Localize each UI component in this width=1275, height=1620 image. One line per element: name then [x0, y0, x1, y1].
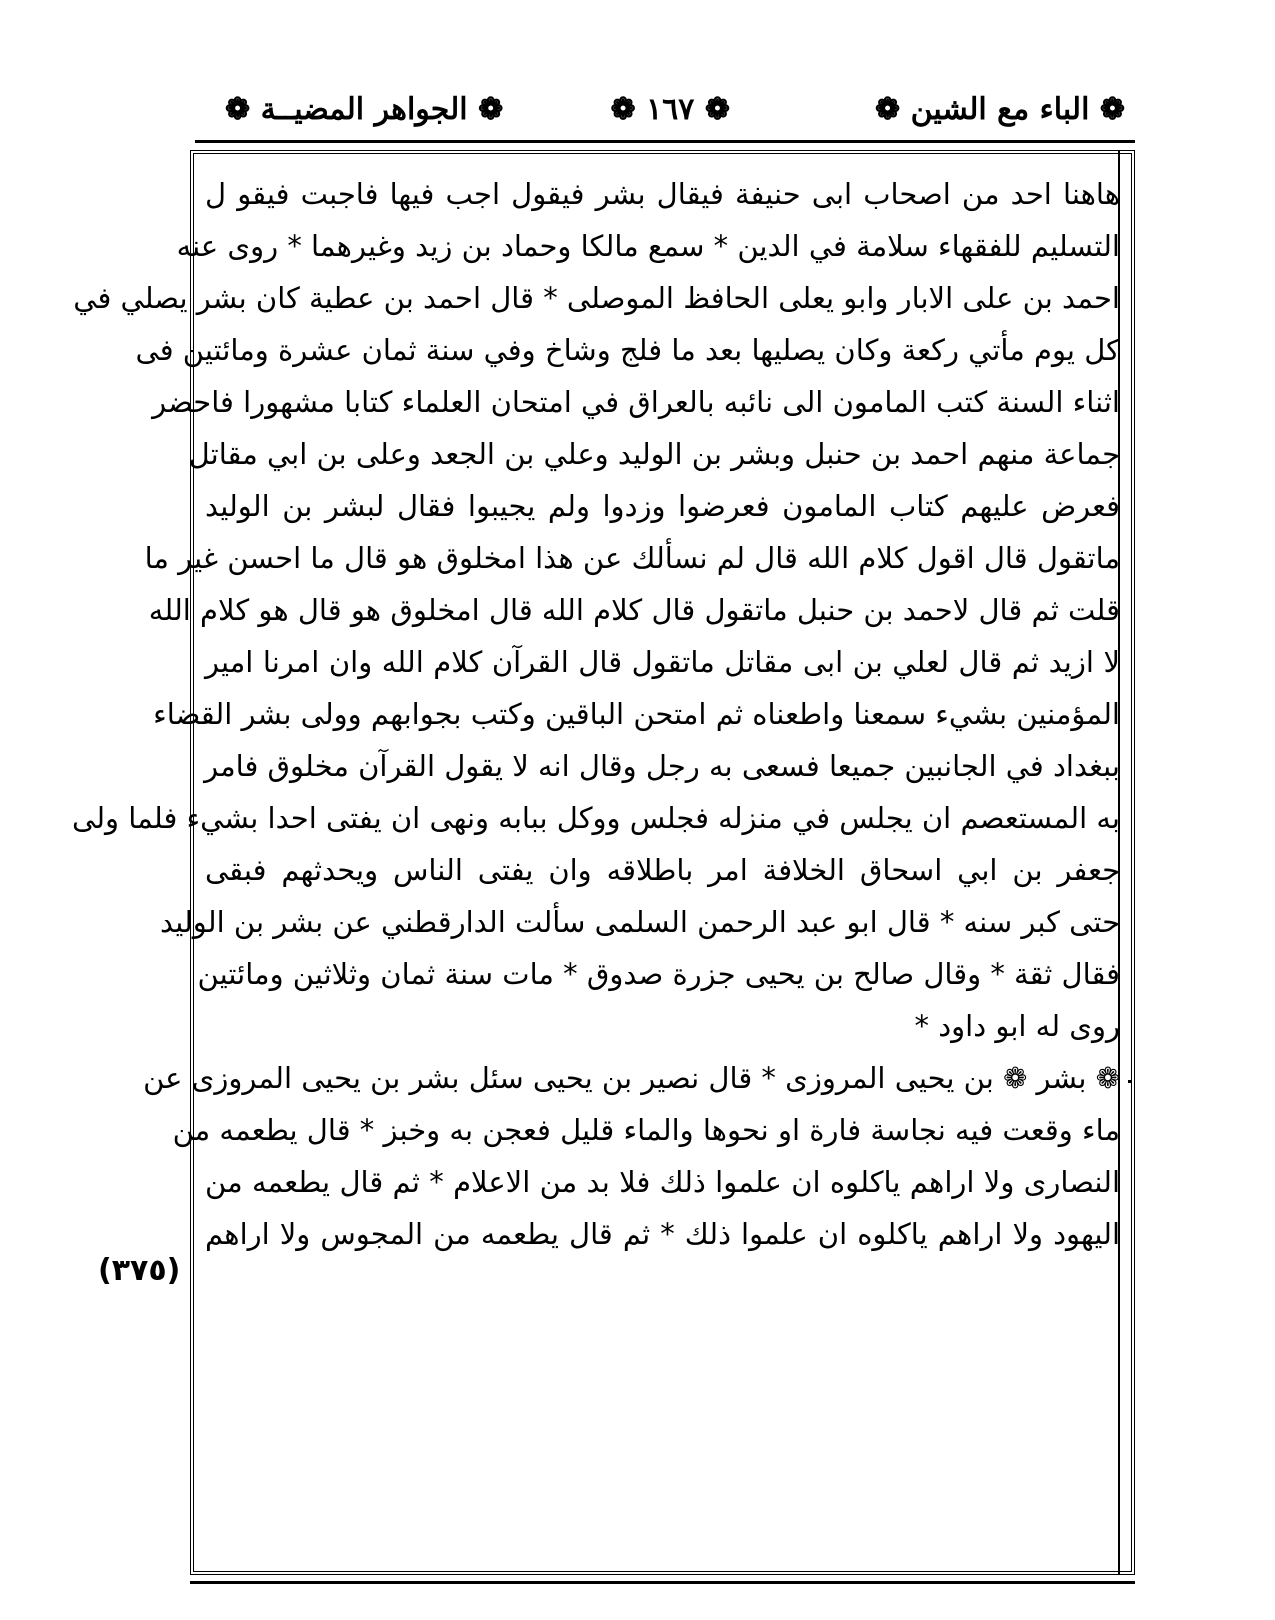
header-page-number: ❁ ١٦٧ ❁: [610, 92, 730, 127]
body-text: [72, 168, 1120, 1260]
running-header: [205, 92, 1125, 140]
header-chapter-title: ❁ الباء مع الشين ❁: [875, 92, 1125, 127]
scan-speck: [1128, 1080, 1131, 1083]
text-line: التسليم للفقهاء سلامة في الدين * سمع مالكا وحماد بن زيد وغيرهما * روى عنه: [176, 229, 1120, 263]
text-line: جعفر بن ابي اسحاق الخلافة امر باطلاقه وان يفتى الناس ويحدثهم فبقى: [205, 853, 1120, 887]
text-line: قلت ثم قال لاحمد بن حنبل ماتقول قال كلام الله قال امخلوق هو قال هو كلام الله: [148, 593, 1120, 627]
entry-heading-line: ❁ بشر ❁ بن يحيى المروزى * قال نصير بن يحيى سئل بشر بن يحيى المروزى عن: [143, 1061, 1120, 1095]
text-line: حتى كبر سنه * قال ابو عبد الرحمن السلمى سألت الدارقطني عن بشر بن الوليد: [159, 905, 1120, 939]
text-line: كل يوم مأتي ركعة وكان يصليها بعد ما فلج وشاخ وفي سنة ثمان عشرة ومائتين فى: [135, 333, 1120, 367]
header-book-title: ❁ الجواهر المضيــة ❁: [225, 92, 504, 127]
text-line: لا ازيد ثم قال لعلي بن ابى مقاتل ماتقول قال القرآن كلام الله وان امرنا امير: [205, 645, 1120, 679]
text-line: فقال ثقة * وقال صالح بن يحيى جزرة صدوق * مات سنة ثمان وثلاثين ومائتين: [197, 957, 1120, 991]
margin-entry-number: (٣٧٥): [98, 1253, 181, 1288]
header-rule: [195, 140, 1135, 143]
text-line: احمد بن على الابار وابو يعلى الحافظ الموصلى * قال احمد بن عطية كان بشر يصلي في: [73, 281, 1120, 315]
text-line: ببغداد في الجانبين جميعا فسعى به رجل وقال انه لا يقول القرآن مخلوق فامر: [204, 749, 1120, 783]
text-line: روى له ابو داود *: [914, 1009, 1120, 1043]
text-line: اثناء السنة كتب المامون الى نائبه بالعراق في امتحان العلماء كتابا مشهورا فاحضر: [152, 385, 1120, 419]
text-line: النصارى ولا اراهم ياكلوه ان علموا ذلك فلا بد من الاعلام * ثم قال يطعمه من: [205, 1165, 1120, 1199]
text-line: اليهود ولا اراهم ياكلوه ان علموا ذلك * ثم قال يطعمه من المجوس ولا اراهم: [205, 1217, 1120, 1251]
text-line: فعرض عليهم كتاب المامون فعرضوا وزدوا ولم يجيبوا فقال لبشر بن الوليد: [205, 489, 1120, 523]
text-line: ماتقول قال اقول كلام الله قال لم نسألك عن هذا امخلوق هو قال ما احسن غير ما: [144, 541, 1120, 575]
text-line: المؤمنين بشيء سمعنا واطعناه ثم امتحن الباقين وكتب بجوابهم وولى بشر القضاء: [153, 697, 1120, 731]
text-line: جماعة منهم احمد بن حنبل وبشر بن الوليد وعلي بن الجعد وعلى بن ابي مقاتل: [188, 437, 1120, 471]
text-line: ماء وقعت فيه نجاسة فارة او نحوها والماء قليل فعجن به وخبز * قال يطعمه من: [172, 1113, 1120, 1147]
text-line: هاهنا احد من اصحاب ابى حنيفة فيقال بشر فيقول اجب فيها فاجبت فيقو ل: [205, 177, 1120, 211]
text-line: به المستعصم ان يجلس في منزله فجلس ووكل ببابه ونهى ان يفتى احدا بشيء فلما ولى: [72, 801, 1120, 835]
footer-rule: [190, 1581, 1135, 1584]
